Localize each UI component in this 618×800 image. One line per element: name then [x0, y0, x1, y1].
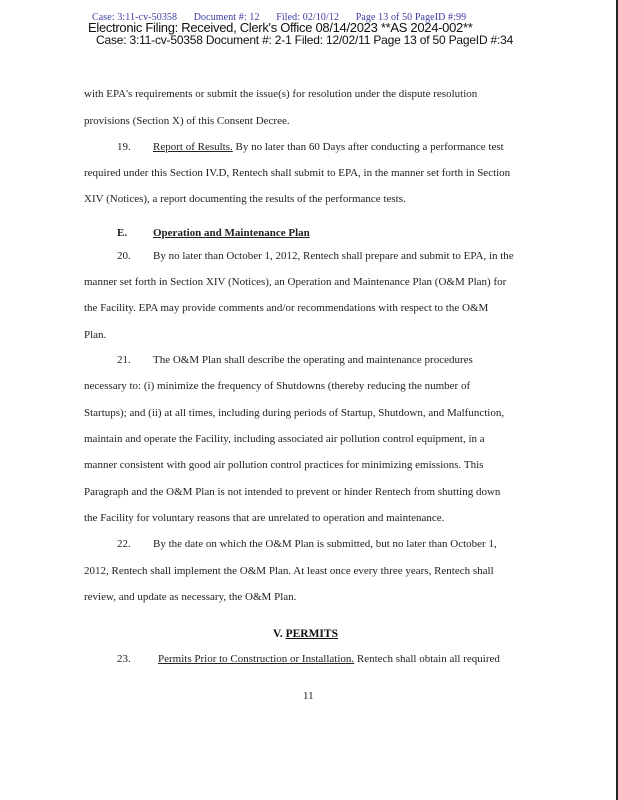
body-line: XIV (Notices), a report documenting the results of the performance tests.	[84, 193, 406, 205]
section-title: Operation and Maintenance Plan	[153, 227, 310, 239]
section-title: PERMITS	[285, 628, 338, 640]
paragraph-number: 22.	[117, 538, 131, 550]
section-numeral: V.	[273, 628, 283, 640]
paragraph-number: 20.	[117, 250, 131, 262]
section-heading-v	[273, 628, 338, 640]
paragraph-22	[117, 538, 497, 550]
stamp-document: Document #: 12	[193, 12, 260, 23]
body-line: the Facility for voluntary reasons that are unrelated to operation and maintenance.	[84, 512, 445, 524]
body-text: By the date on which the O&M Plan is submitted, but no later than October 1,	[153, 538, 497, 550]
paragraph-19	[117, 141, 504, 153]
body-line: provisions (Section X) of this Consent Decree.	[84, 115, 290, 127]
paragraph-title: Report of Results.	[153, 141, 233, 153]
body-text: By no later than October 1, 2012, Rentech shall prepare and submit to EPA, in the	[153, 250, 514, 262]
body-line: maintain and operate the Facility, including associated air pollution control equipment, in a	[84, 433, 485, 445]
case-header: Case: 3:11-cv-50358 Document #: 2-1 Filed: 12/02/11 Page 13 of 50 PageID #:34	[96, 33, 514, 47]
body-line: the Facility. EPA may provide comments and/or recommendations with respect to the O&M	[84, 302, 489, 314]
body-line: with EPA's requirements or submit the issue(s) for resolution under the dispute resolution	[84, 88, 478, 100]
body-text: Rentech shall obtain all required	[354, 653, 500, 665]
page-number: 11	[303, 690, 314, 702]
stamp-case: Case: 3:11-cv-50358	[92, 12, 178, 23]
paragraph-20	[117, 250, 514, 262]
body-line: Plan.	[84, 329, 107, 341]
electronic-filing-header: Electronic Filing: Received, Clerk's Office 08/14/2023 **AS 2024-002**	[88, 20, 473, 35]
paragraph-23	[117, 653, 500, 665]
stamp-filed: Filed: 02/10/12	[276, 12, 340, 23]
paragraph-number: 23.	[117, 653, 131, 665]
paragraph-number: 19.	[117, 141, 131, 153]
body-line: review, and update as necessary, the O&M Plan.	[84, 591, 297, 603]
body-text: By no later than 60 Days after conducting a performance test	[232, 141, 504, 153]
section-letter: E.	[117, 227, 128, 239]
body-line: manner set forth in Section XIV (Notices), an Operation and Maintenance Plan (O&M Plan) for	[84, 276, 507, 288]
paragraph-number: 21.	[117, 354, 131, 366]
paragraph-title: Permits Prior to Construction or Installation.	[158, 653, 355, 665]
section-heading-e	[117, 227, 310, 239]
body-line: Startups); and (ii) at all times, including during periods of Startup, Shutdown, and Malfunction,	[84, 407, 505, 419]
body-line: necessary to: (i) minimize the frequency of Shutdowns (thereby reducing the number of	[84, 380, 471, 392]
paragraph-21	[117, 354, 473, 366]
body-line: 2012, Rentech shall implement the O&M Plan. At least once every three years, Rentech shall	[84, 565, 494, 577]
stamp-page: Page 13 of 50 PageID #:99	[355, 12, 467, 23]
body-line: manner consistent with good air pollution control practices for minimizing emissions. This	[84, 459, 484, 471]
body-text: The O&M Plan shall describe the operating and maintenance procedures	[153, 354, 473, 366]
body-line: required under this Section IV.D, Rentech shall submit to EPA, in the manner set forth in Section	[84, 167, 511, 179]
body-line: Paragraph and the O&M Plan is not intended to prevent or hinder Rentech from shutting down	[84, 486, 501, 498]
